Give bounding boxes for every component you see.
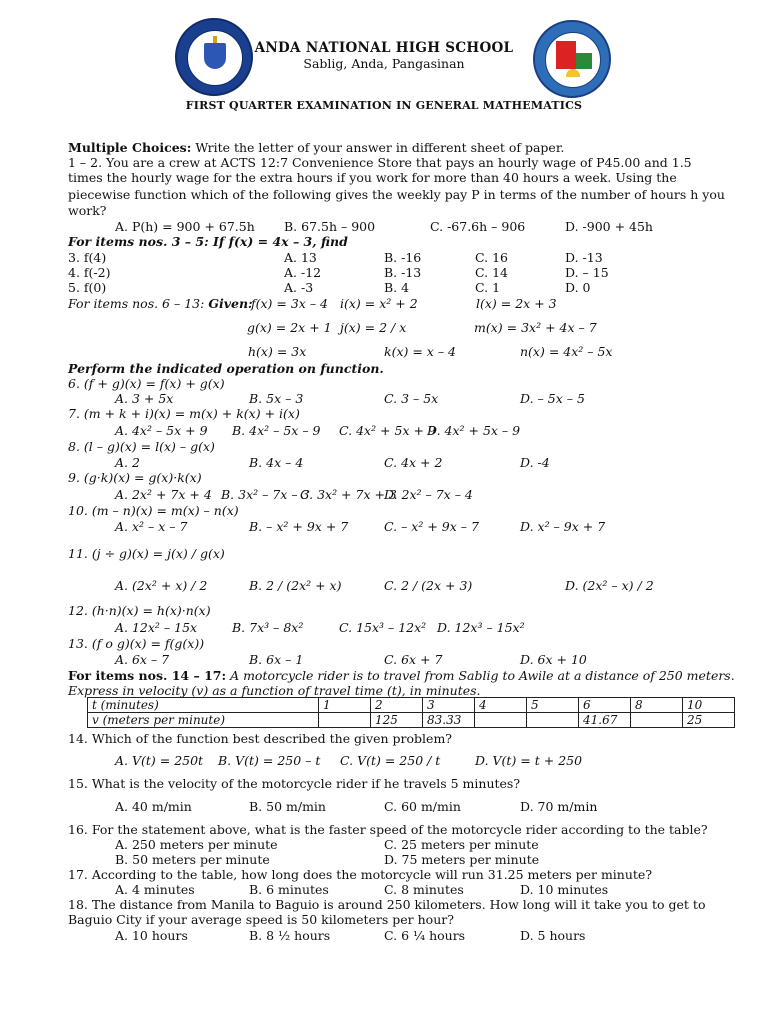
q1-line: times the hourly wage for the extra hours if you work for more than 40 hours a week. Using the	[68, 170, 677, 185]
choice: C. 25 meters per minute	[384, 837, 539, 852]
choice: C. 4x + 2	[384, 455, 443, 470]
choice: D. 70 m/min	[520, 799, 598, 814]
choice: B. 3x² – 7x – 3	[221, 487, 310, 502]
question: 17. According to the table, how long does the motorcycle will run 31.25 meters per minute?	[68, 867, 653, 882]
school-address: Sablig, Anda, Pangasinan	[303, 56, 465, 71]
given-function: k(x) = x – 4	[384, 344, 456, 359]
given-function: h(x) = 3x	[248, 344, 307, 359]
choice: A. 4x² – 5x + 9	[115, 423, 208, 438]
choice: D. 4x² + 5x – 9	[427, 423, 521, 438]
question: 10. (m – n)(x) = m(x) – n(x)	[68, 503, 239, 518]
section-heading-14-17: For items nos. 14 – 17: A motorcycle rider is to travel from Sablig to Awile at a distance of 250 meters.	[68, 668, 735, 683]
choice: A. 4 minutes	[115, 882, 195, 897]
table-cell: 25	[683, 713, 735, 728]
choice: D. – 5x – 5	[520, 391, 585, 406]
table-row	[88, 698, 735, 713]
choice: B. 2 / (2x² + x)	[249, 578, 342, 593]
table-cell: 4	[475, 698, 527, 713]
choice: B. 50 m/min	[249, 799, 326, 814]
choice: A. (2x² + x) / 2	[115, 578, 208, 593]
given-label: Given:	[208, 296, 253, 311]
table-cell: 10	[683, 698, 735, 713]
table-cell	[631, 713, 683, 728]
choice: A. 2x² + 7x + 4	[115, 487, 212, 502]
table-cell: 8	[631, 698, 683, 713]
given-function: f(x) = 3x – 4	[251, 296, 329, 311]
choice: A. x² – x – 7	[115, 519, 188, 534]
table-cell	[527, 713, 579, 728]
given-function: i(x) = x² + 2	[340, 296, 418, 311]
given-function: l(x) = 2x + 3	[476, 296, 557, 311]
q1-line: 1 – 2. You are a crew at ACTS 12:7 Convenience Store that pays an hourly wage of P45.00 and 1.5	[68, 155, 692, 170]
q1-line: piecewise function which of the following gives the weekly pay P in terms of the number of hours h you	[68, 187, 725, 202]
question: 11. (j ÷ g)(x) = j(x) / g(x)	[68, 546, 225, 561]
given-function: n(x) = 4x² – 5x	[520, 344, 613, 359]
instructions-text: Write the letter of your answer in different sheet of paper.	[195, 140, 565, 155]
question: 12. (h·n)(x) = h(x)·n(x)	[68, 603, 211, 618]
given-function: g(x) = 2x + 1	[247, 320, 332, 335]
question: 5. f(0)	[68, 280, 107, 295]
operation-heading: Perform the indicated operation on function.	[68, 361, 384, 376]
choice: A. -12	[284, 265, 322, 280]
choice: B. 6x – 1	[249, 652, 304, 667]
velocity-table	[87, 697, 735, 728]
choice: D. -13	[565, 250, 603, 265]
table-cell: 2	[371, 698, 423, 713]
section-subheading: Express in velocity (v) as a function of travel time (t), in minutes.	[68, 683, 481, 698]
question: 8. (l – g)(x) = l(x) – g(x)	[68, 439, 215, 454]
question: 15. What is the velocity of the motorcycle rider if he travels 5 minutes?	[68, 776, 521, 791]
choice: A. P(h) = 900 + 67.5h	[115, 219, 255, 234]
choice: C. 15x³ – 12x²	[339, 620, 427, 635]
choice: A. V(t) = 250t	[115, 753, 204, 768]
choice: C. 1	[475, 280, 501, 295]
instructions-label: Multiple Choices:	[68, 140, 192, 155]
choice: A. 10 hours	[115, 928, 188, 943]
choice: D. x² – 9x + 7	[520, 519, 606, 534]
table-cell: 41.67	[579, 713, 631, 728]
given-function: m(x) = 3x² + 4x – 7	[474, 320, 597, 335]
choice: D. 0	[565, 280, 591, 295]
choice: B. 50 meters per minute	[115, 852, 270, 867]
table-row-label: t (minutes)	[88, 698, 319, 713]
choice: D. (2x² – x) / 2	[565, 578, 654, 593]
choice: A. 3 + 5x	[115, 391, 174, 406]
choice: B. -13	[384, 265, 422, 280]
choice: D. – 15	[565, 265, 609, 280]
choice: A. 2	[115, 455, 140, 470]
choice: C. 4x² + 5x + 9	[339, 423, 436, 438]
choice: C. 3 – 5x	[384, 391, 439, 406]
choice: C. 2 / (2x + 3)	[384, 578, 473, 593]
choice: B. 4x² – 5x – 9	[232, 423, 321, 438]
given-function: j(x) = 2 / x	[340, 320, 407, 335]
question: 14. Which of the function best described the given problem?	[68, 731, 452, 746]
choice: D. 12x³ – 15x²	[437, 620, 525, 635]
question: 13. (f o g)(x) = f(g(x))	[68, 636, 205, 651]
choice: D. 6x + 10	[520, 652, 587, 667]
choice: A. -3	[284, 280, 314, 295]
choice: B. 67.5h – 900	[284, 219, 376, 234]
choice: B. 5x – 3	[249, 391, 304, 406]
choice: D. 2x² – 7x – 4	[384, 487, 473, 502]
choice: B. -16	[384, 250, 422, 265]
choice: D. -4	[520, 455, 550, 470]
table-cell: 83.33	[423, 713, 475, 728]
table-cell	[319, 713, 371, 728]
table-row-label: v (meters per minute)	[88, 713, 319, 728]
choice: B. – x² + 9x + 7	[249, 519, 349, 534]
choice: D. 10 minutes	[520, 882, 609, 897]
question: 4. f(-2)	[68, 265, 111, 280]
table-row	[88, 713, 735, 728]
section-heading-3-5: For items nos. 3 – 5: If f(x) = 4x – 3, find	[68, 234, 348, 249]
question: 9. (g·k)(x) = g(x)·k(x)	[68, 470, 202, 485]
choice: C. 14	[475, 265, 508, 280]
choice: C. V(t) = 250 / t	[340, 753, 441, 768]
choice: B. 7x³ – 8x²	[232, 620, 304, 635]
section-heading-6-13: For items nos. 6 – 13: Given:	[68, 296, 253, 311]
choice: C. 6x + 7	[384, 652, 443, 667]
school-name: ANDA NATIONAL HIGH SCHOOL	[254, 40, 514, 56]
question: 7. (m + k + i)(x) = m(x) + k(x) + i(x)	[68, 406, 300, 421]
choice: B. 8 ½ hours	[249, 928, 331, 943]
choice: C. – x² + 9x – 7	[384, 519, 479, 534]
table-cell	[475, 713, 527, 728]
choice: D. -900 + 45h	[565, 219, 653, 234]
choice: D. 5 hours	[520, 928, 586, 943]
instructions	[68, 140, 564, 155]
choice: B. 4	[384, 280, 410, 295]
choice: C. 3x² + 7x + 3	[300, 487, 397, 502]
choice: B. V(t) = 250 – t	[218, 753, 321, 768]
table-cell: 125	[371, 713, 423, 728]
q1-line: work?	[68, 203, 107, 218]
choice: B. 6 minutes	[249, 882, 329, 897]
table-cell: 6	[579, 698, 631, 713]
choice: C. 8 minutes	[384, 882, 464, 897]
choice: D. V(t) = t + 250	[475, 753, 583, 768]
choice: A. 12x² – 15x	[115, 620, 198, 635]
table-cell: 3	[423, 698, 475, 713]
table-cell: 1	[319, 698, 371, 713]
question: Baguio City if your average speed is 50 kilometers per hour?	[68, 912, 454, 927]
choice: A. 13	[284, 250, 317, 265]
choice: C. -67.6h – 906	[430, 219, 526, 234]
choice: C. 16	[475, 250, 508, 265]
exam-title: FIRST QUARTER EXAMINATION IN GENERAL MATHEMATICS	[185, 99, 583, 112]
choice: C. 60 m/min	[384, 799, 461, 814]
choice: C. 6 ¼ hours	[384, 928, 466, 943]
choice: A. 250 meters per minute	[115, 837, 278, 852]
choice: D. 75 meters per minute	[384, 852, 540, 867]
question: 16. For the statement above, what is the faster speed of the motorcycle rider according to the table?	[68, 822, 708, 837]
question: 18. The distance from Manila to Baguio is around 250 kilometers. How long will it take you to get to	[68, 897, 706, 912]
choice: A. 40 m/min	[115, 799, 192, 814]
choice: A. 6x – 7	[115, 652, 170, 667]
table-cell: 5	[527, 698, 579, 713]
choice: B. 4x – 4	[249, 455, 304, 470]
question: 6. (f + g)(x) = f(x) + g(x)	[68, 376, 225, 391]
question: 3. f(4)	[68, 250, 107, 265]
